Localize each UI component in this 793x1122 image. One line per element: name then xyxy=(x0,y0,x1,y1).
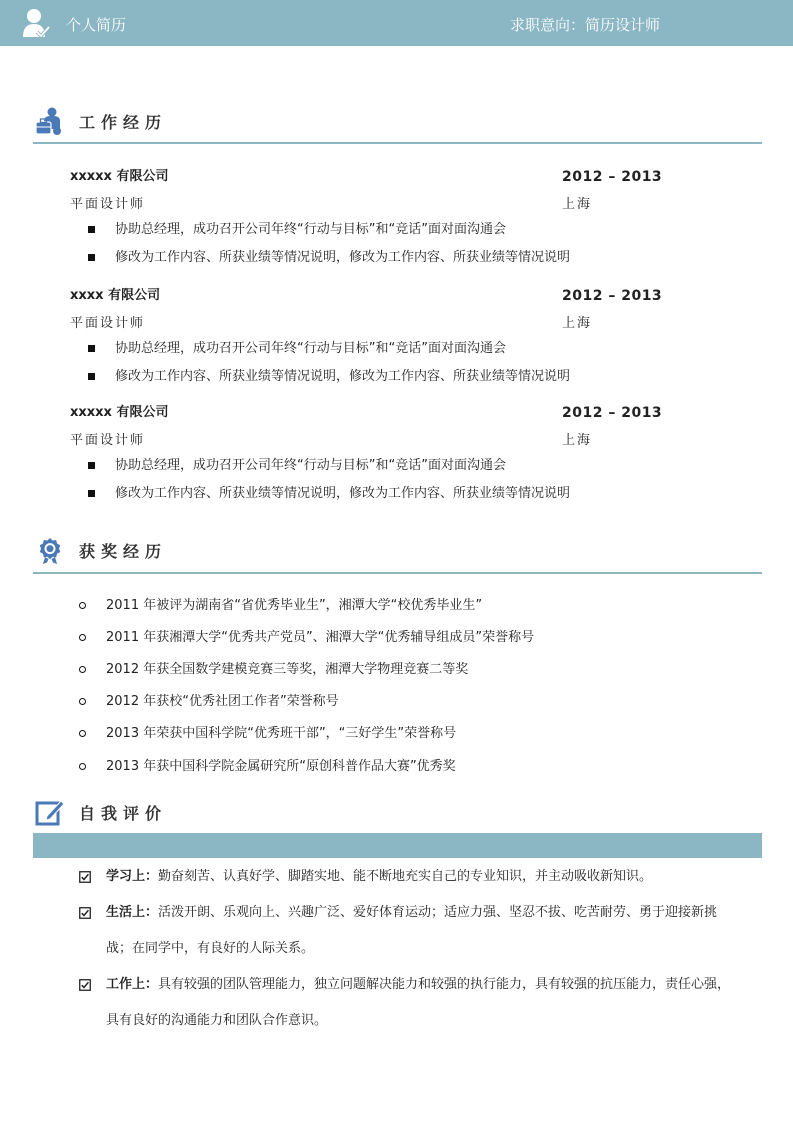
section-title-awards: 获奖经历 xyxy=(79,542,168,561)
award-item: 2012 年获校“优秀社团工作者”荣誉称号 xyxy=(79,692,739,712)
edit-note-icon xyxy=(35,798,65,828)
award-item: 2011 年被评为湖南省“省优秀毕业生”，湘潭大学“校优秀毕业生” xyxy=(79,596,739,616)
job-company: xxxx 有限公司 xyxy=(70,288,161,303)
self-eval-label: 学习上： xyxy=(106,869,159,884)
job-intent: 求职意向：简历设计师 xyxy=(509,16,660,34)
award-item: 2011 年获湘潭大学“优秀共产党员”、湘潭大学“优秀辅导组成员”荣誉称号 xyxy=(79,628,739,648)
checkbox-checked-icon xyxy=(79,979,91,991)
circle-bullet-icon xyxy=(79,763,86,770)
self-eval-text: 具有较强的团队管理能力，独立问题解决能力和较强的执行能力，具有较强的抗压能力，责任心强，具有良好的沟通能力和团队合作意识。 xyxy=(106,977,731,1028)
square-bullet-icon xyxy=(88,345,95,352)
job-company: xxxxx 有限公司 xyxy=(70,169,169,184)
header-bar xyxy=(0,0,793,46)
section-title-self-eval: 自我评价 xyxy=(79,804,168,823)
job-years: 2012 – 2013 xyxy=(562,288,663,304)
user-icon xyxy=(22,8,50,38)
circle-bullet-icon xyxy=(79,730,86,737)
job-years: 2012 – 2013 xyxy=(562,405,663,421)
job-city: 上海 xyxy=(562,316,593,331)
self-eval-text: 勤奋刻苦、认真好学、脚踏实地、能不断地充实自己的专业知识，并主动吸收新知识。 xyxy=(158,869,653,884)
job-city: 上海 xyxy=(562,197,593,212)
square-bullet-icon xyxy=(88,462,95,469)
circle-bullet-icon xyxy=(79,666,86,673)
resume-title: 个人简历 xyxy=(66,16,127,34)
job-entry: xxxx 有限公司 2012 – 2013 平面设计师 上海 协助总经理，成功召开公司年终“行动与目标”和“竞话”面对面沟通会 修改为工作内容、所获业绩等情况说明，修改为工作内容、所获业绩等情况说明 xyxy=(70,288,663,384)
checkbox-checked-icon xyxy=(79,871,91,883)
self-eval-label: 工作上： xyxy=(106,977,159,992)
job-years: 2012 – 2013 xyxy=(562,169,663,185)
self-eval-item xyxy=(79,859,739,895)
job-role: 平面设计师 xyxy=(70,197,146,212)
award-item: 2013 年荣获中国科学院“优秀班干部”，“三好学生”荣誉称号 xyxy=(79,724,739,744)
section-title-work: 工作经历 xyxy=(79,113,168,132)
self-eval-item xyxy=(79,967,739,1039)
circle-bullet-icon xyxy=(79,602,86,609)
award-item: 2012 年获全国数学建模竞赛三等奖，湘潭大学物理竞赛二等奖 xyxy=(79,660,739,680)
square-bullet-icon xyxy=(88,226,95,233)
section-divider xyxy=(33,142,762,144)
job-entry: xxxxx 有限公司 2012 – 2013 平面设计师 上海 协助总经理，成功召开公司年终“行动与目标”和“竞话”面对面沟通会 修改为工作内容、所获业绩等情况说明，修改为工作内容、所获业绩等情况说明 xyxy=(70,169,663,265)
section-work xyxy=(33,104,762,142)
section-divider xyxy=(33,572,762,574)
square-bullet-icon xyxy=(88,254,95,261)
briefcase-person-icon xyxy=(35,107,65,137)
self-eval-text: 活泼开朗、乐观向上、兴趣广泛、爱好体育运动；适应力强、坚忍不拔、吃苦耐劳、勇于迎接新挑战；在同学中，有良好的人际关系。 xyxy=(106,905,718,956)
square-bullet-icon xyxy=(88,490,95,497)
circle-bullet-icon xyxy=(79,634,86,641)
checkbox-checked-icon xyxy=(79,907,91,919)
job-company: xxxxx 有限公司 xyxy=(70,405,169,420)
job-role: 平面设计师 xyxy=(70,316,146,331)
job-city: 上海 xyxy=(562,433,593,448)
self-eval-item xyxy=(79,895,739,967)
award-item: 2013 年获中国科学院金属研究所“原创科普作品大赛”优秀奖 xyxy=(79,757,739,777)
award-badge-icon xyxy=(35,536,65,566)
section-self-eval xyxy=(33,795,762,833)
section-bar xyxy=(33,833,762,858)
job-role: 平面设计师 xyxy=(70,433,146,448)
circle-bullet-icon xyxy=(79,698,86,705)
square-bullet-icon xyxy=(88,373,95,380)
self-eval-label: 生活上： xyxy=(106,905,159,920)
section-awards xyxy=(33,533,762,571)
job-entry: xxxxx 有限公司 2012 – 2013 平面设计师 上海 协助总经理，成功召开公司年终“行动与目标”和“竞话”面对面沟通会 修改为工作内容、所获业绩等情况说明，修改为工作内容、所获业绩等情况说明 xyxy=(70,405,663,501)
